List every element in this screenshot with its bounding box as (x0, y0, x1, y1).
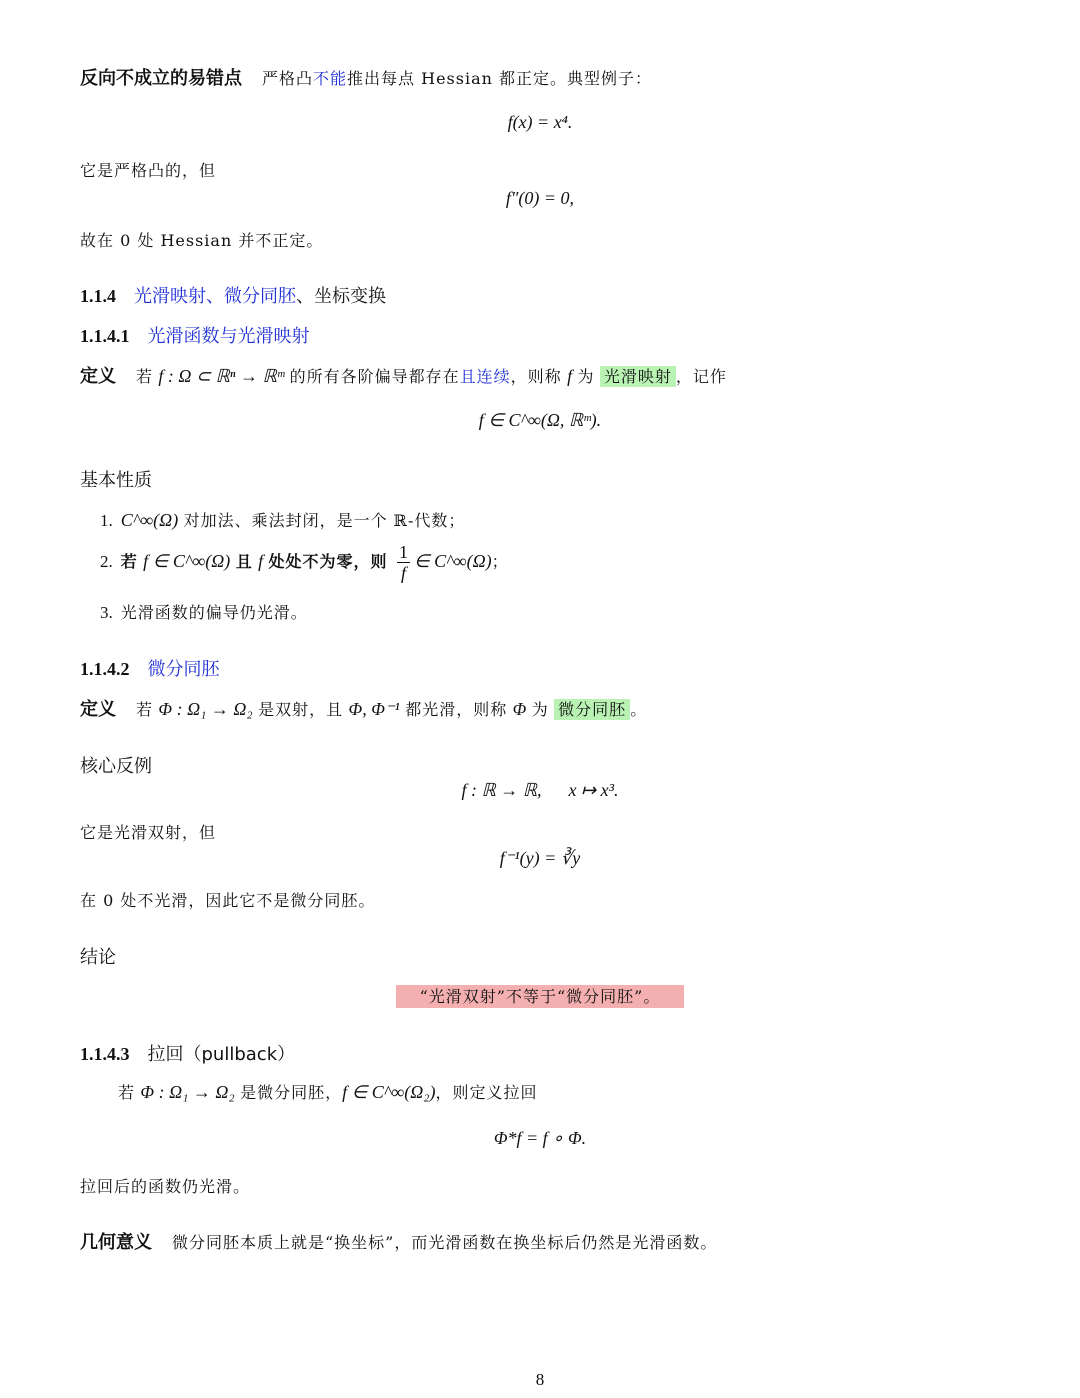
item-text: 对加法、乘法封闭，是一个 ℝ-代数； (183, 511, 466, 530)
pullback-math: f ∈ C^∞(Ω₂) (342, 1082, 436, 1102)
pitfall-text-c: 推出每点 Hessian 都正定。典型例子： (347, 69, 653, 88)
section-number: 1.1.4.3 (80, 1044, 130, 1064)
equation-smooth-class: f ∈ C^∞(Ω, ℝᵐ). (478, 410, 602, 430)
item-text: 光滑函数的偏导仍光滑。 (120, 603, 308, 622)
def-text: 是双射，且 (258, 700, 344, 719)
def-text: 的所有各阶偏导都存在 (289, 367, 460, 386)
conclusion-box-wrap (0, 984, 1080, 1007)
item-text: 且 (235, 552, 253, 571)
item-math: f (258, 551, 264, 571)
def-math: Φ, Φ⁻¹ (348, 699, 400, 719)
section-heading-1-1-4-1 (80, 322, 310, 348)
list-number: 1. (100, 511, 113, 530)
def-emph: 且连续 (459, 367, 511, 386)
counterexample-text-2: 在 0 处不光滑，因此它不是微分同胚。 (80, 891, 376, 910)
counterexample-text-1: 它是光滑双射，但 (80, 823, 217, 842)
pullback-text: 是微分同胚， (240, 1083, 343, 1102)
geometric-meaning-paragraph (80, 1228, 717, 1254)
list-item (100, 508, 465, 531)
def-math: f : Ω ⊂ ℝⁿ → ℝᵐ (158, 366, 285, 386)
list-item (100, 600, 308, 623)
definition-label: 定义 (80, 699, 116, 720)
equation-cube-map: f : ℝ → ℝ, x ↦ x³. (461, 780, 619, 800)
geometric-meaning-text: 微分同胚本质上就是“换坐标”，而光滑函数在换坐标后仍然是光滑函数。 (172, 1233, 718, 1252)
item-text: 若 (120, 552, 138, 571)
fraction (397, 542, 410, 583)
section-title-link[interactable]: 光滑函数与光滑映射 (147, 326, 310, 347)
equation-inverse-cube-root: f⁻¹(y) = ∛y (499, 848, 581, 868)
equation-second-derivative: f″(0) = 0, (505, 188, 575, 208)
definition-diffeomorphism (80, 695, 647, 721)
pullback-text: 若 (118, 1083, 136, 1102)
definition-label: 定义 (80, 366, 116, 387)
pitfall-text-3: 故在 0 处 Hessian 并不正定。 (80, 231, 324, 250)
section-number: 1.1.4 (80, 286, 116, 306)
geometric-meaning-label: 几何意义 (80, 1232, 152, 1253)
properties-label: 基本性质 (80, 470, 152, 491)
definition-smooth-map (80, 362, 727, 388)
highlight-term: 微分同胚 (554, 699, 630, 720)
section-title-rest: 、坐标变换 (296, 286, 386, 307)
section-number: 1.1.4.1 (80, 326, 130, 346)
conclusion-label: 结论 (80, 947, 116, 968)
pitfall-paragraph (80, 64, 652, 90)
section-heading-1-1-4 (80, 282, 386, 308)
item-text: 处处不为零，则 (268, 552, 388, 571)
section-title: 拉回（pullback） (147, 1044, 296, 1065)
conclusion-box: “光滑双射”不等于“微分同胚”。 (396, 985, 685, 1008)
pullback-math: Φ : Ω₁ → Ω₂ (140, 1082, 235, 1102)
equation-x4: f(x) = x⁴. (507, 112, 573, 132)
pullback-paragraph (118, 1080, 537, 1103)
section-title-link[interactable]: 光滑映射、微分同胚 (134, 286, 296, 307)
fraction-numerator: 1 (398, 542, 408, 562)
def-text: 若 (136, 700, 154, 719)
section-number: 1.1.4.2 (80, 659, 130, 679)
pullback-text-2: 拉回后的函数仍光滑。 (80, 1177, 251, 1196)
item-text: ； (491, 552, 509, 571)
highlight-term: 光滑映射 (600, 366, 676, 387)
item-math: C^∞(Ω) (120, 510, 179, 530)
pitfall-text-a: 严格凸 (262, 69, 314, 88)
equation-pullback: Φ*f = f ∘ Φ. (493, 1128, 587, 1148)
def-math: f (567, 366, 573, 386)
def-math: Φ (512, 699, 527, 719)
def-text: 为 (577, 367, 595, 386)
list-number: 3. (100, 603, 113, 622)
item-math: ∈ C^∞(Ω) (413, 551, 492, 571)
list-number: 2. (100, 552, 113, 571)
pitfall-label: 反向不成立的易错点 (80, 68, 242, 89)
section-heading-1-1-4-3 (80, 1040, 295, 1066)
def-math: Φ : Ω₁ → Ω₂ (158, 699, 253, 719)
def-text: 。 (630, 700, 648, 719)
pitfall-text-emph: 不能 (313, 69, 348, 88)
item-math: f ∈ C^∞(Ω) (143, 551, 231, 571)
def-text: ，则称 (510, 367, 562, 386)
def-text: ，记作 (675, 367, 727, 386)
list-item (100, 542, 509, 583)
section-title-link[interactable]: 微分同胚 (147, 659, 220, 680)
def-text: 为 (531, 700, 549, 719)
page-number: 8 (535, 1370, 545, 1389)
pitfall-text-2: 它是严格凸的，但 (80, 161, 217, 180)
counterexample-label: 核心反例 (80, 756, 152, 777)
fraction-denominator: f (400, 563, 406, 583)
section-heading-1-1-4-2 (80, 655, 220, 681)
pullback-text: ，则定义拉回 (435, 1083, 538, 1102)
def-text: 都光滑，则称 (405, 700, 508, 719)
def-text: 若 (136, 367, 154, 386)
